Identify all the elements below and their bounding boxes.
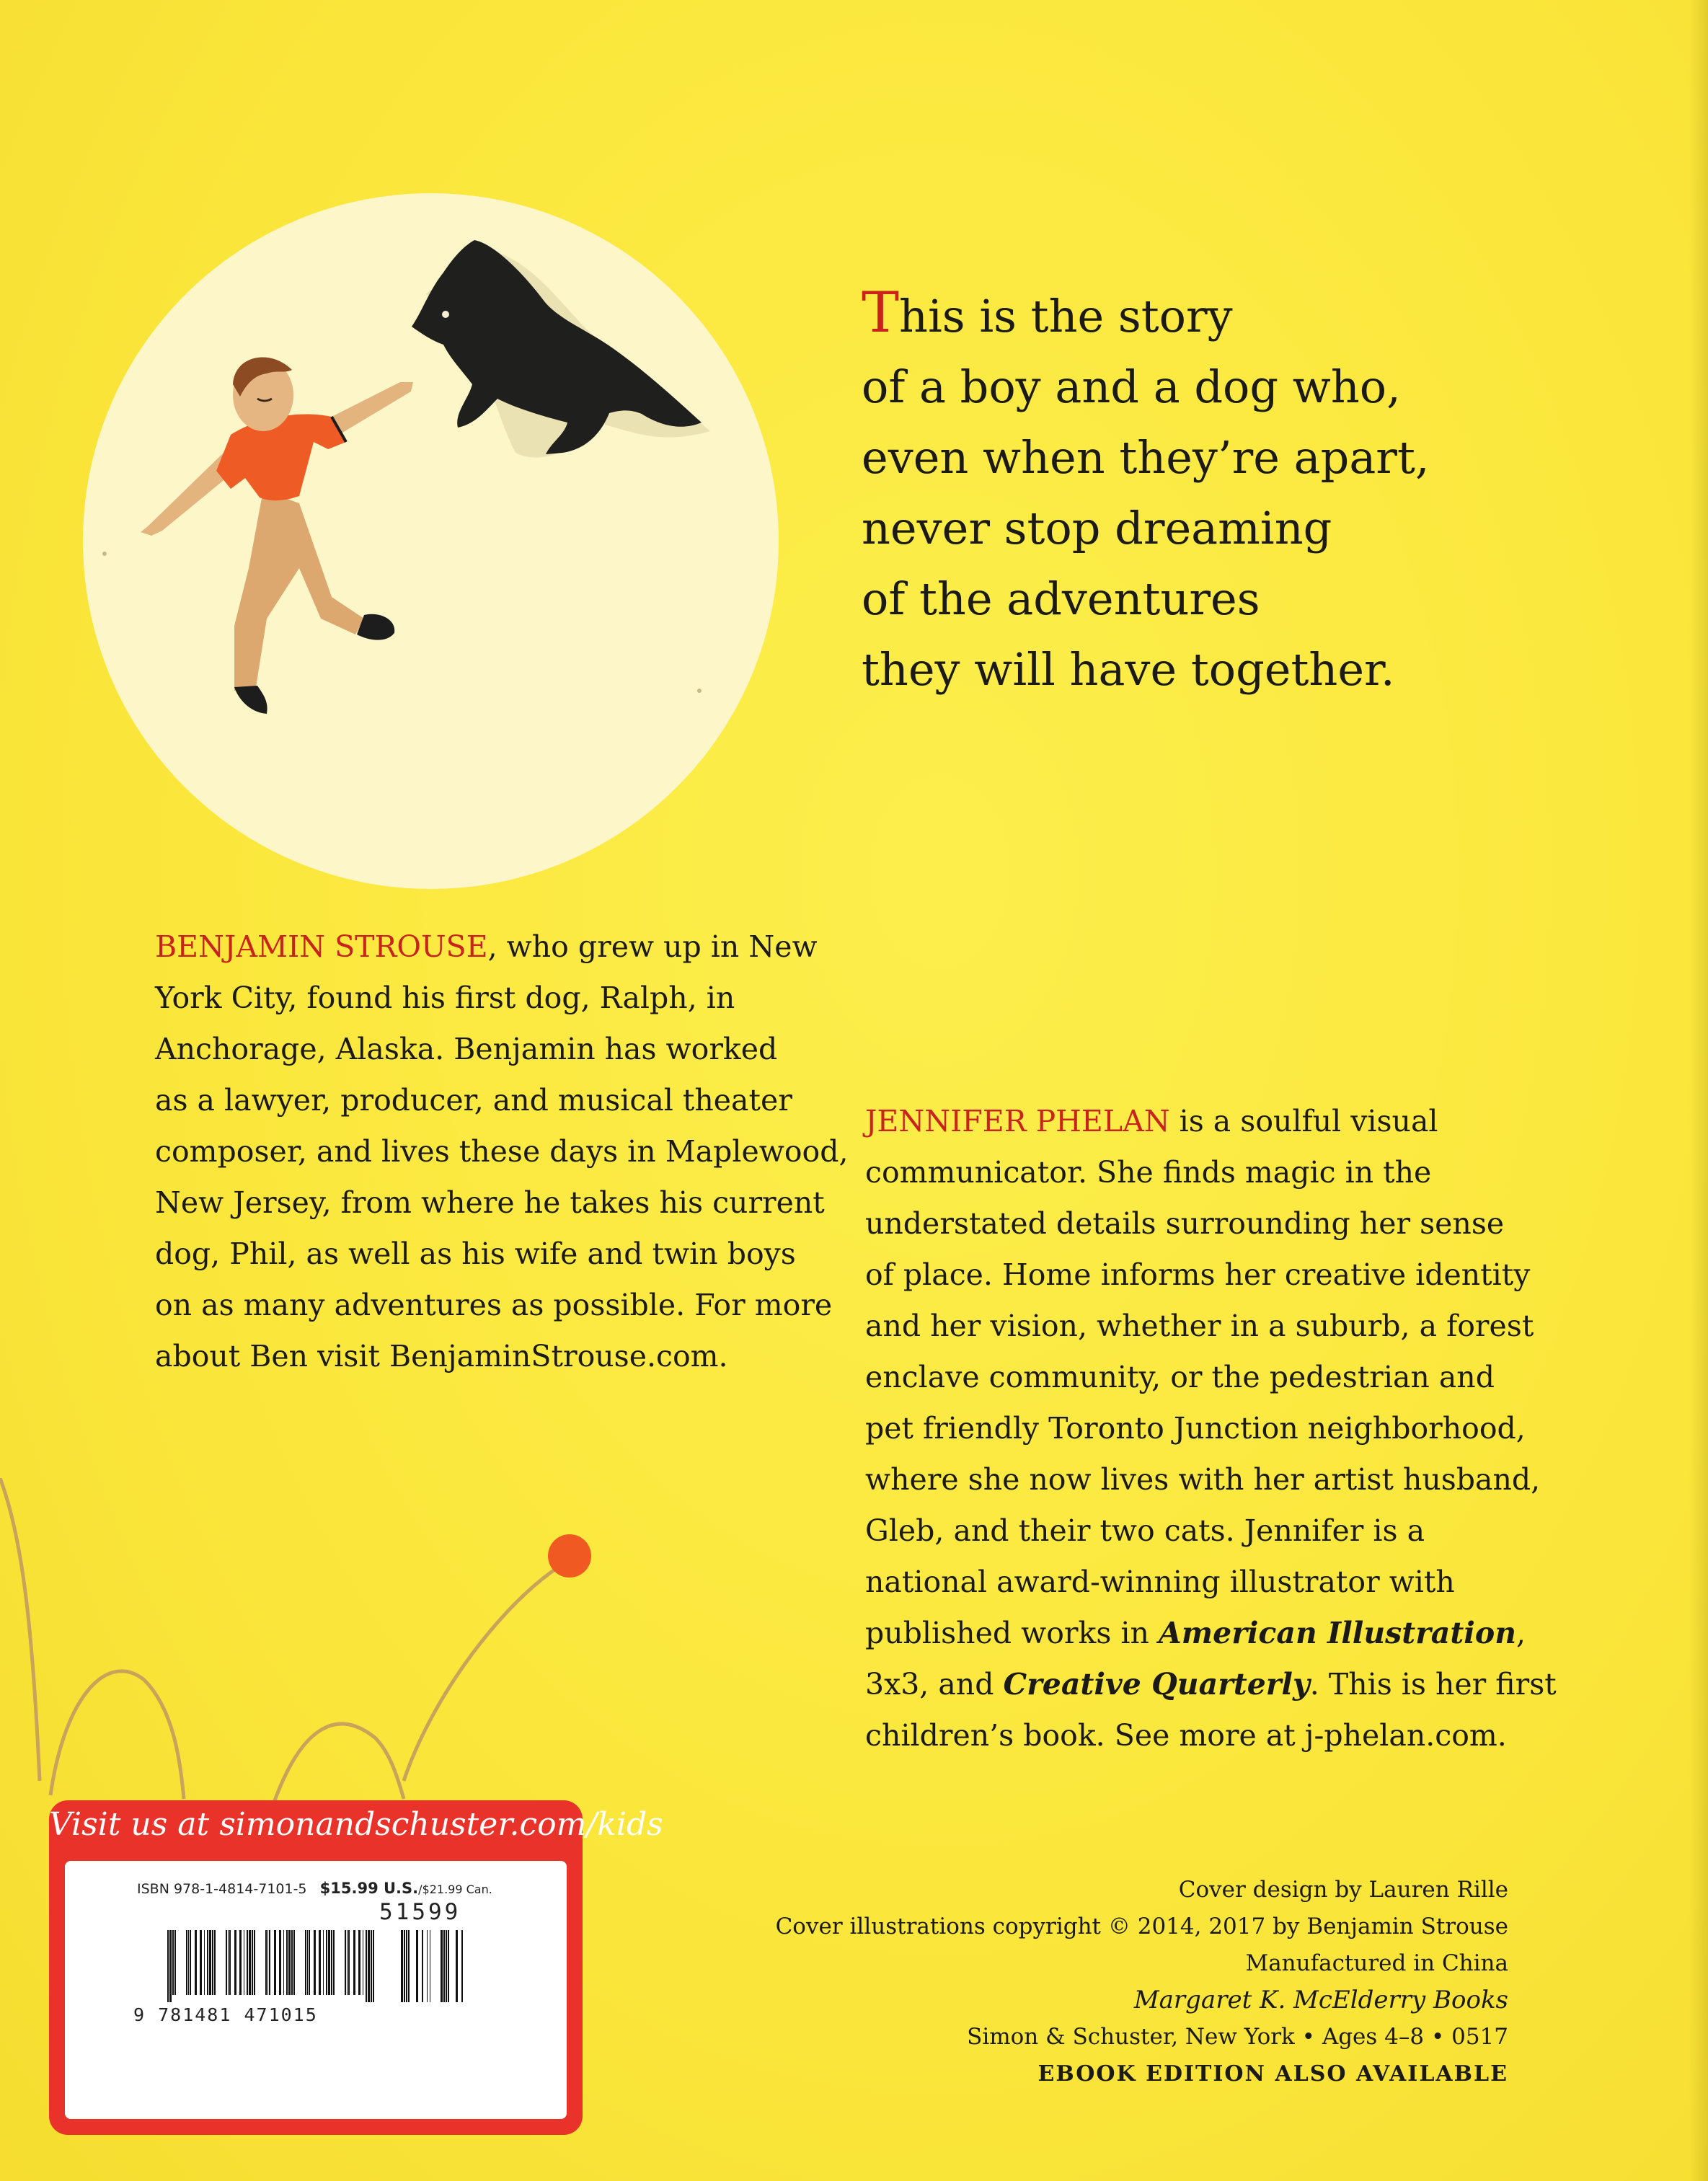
- bio-line: as a lawyer, producer, and musical theater: [155, 1083, 792, 1118]
- bio-line: national award-winning illustrator with: [865, 1565, 1455, 1599]
- bio-line: children’s book. See more at j-phelan.com.: [865, 1718, 1507, 1753]
- bio-line: and her vision, whether in a suburb, a forest: [865, 1309, 1534, 1343]
- tagline-line: even when they’re apart,: [862, 431, 1430, 484]
- bio-line: where she now lives with her artist husband,: [865, 1462, 1541, 1497]
- barcode-digits: 9 781481 471015: [133, 2004, 318, 2025]
- dog-eye-icon: [442, 311, 449, 318]
- bio-line: understated details surrounding her sense: [865, 1206, 1505, 1241]
- bio-line: dog, Phil, as well as his wife and twin boys: [155, 1237, 796, 1271]
- bio-line: composer, and lives these days in Maplewood,: [155, 1134, 849, 1169]
- credit-line: Cover design by Lauren Rille: [1178, 1877, 1508, 1903]
- boy-legs: [234, 490, 364, 691]
- bio-line: enclave community, or the pedestrian and: [865, 1360, 1495, 1394]
- tagline-line: This is the story: [862, 280, 1233, 345]
- illustrator-bio: [865, 1096, 1586, 1761]
- price-code: 51599: [379, 1899, 461, 1925]
- author-bio: [155, 921, 849, 1382]
- bio-line: of place. Home informs her creative identity: [865, 1257, 1531, 1292]
- ebook-notice: EBOOK EDITION ALSO AVAILABLE: [1037, 2061, 1508, 2087]
- boy-shirt: [216, 414, 346, 500]
- barcode-icon: [166, 1930, 483, 2002]
- credits-block: [776, 1872, 1508, 2092]
- isbn-line: [137, 1880, 492, 1897]
- publisher-url[interactable]: Visit us at simonandschuster.com/kids: [49, 1806, 663, 1843]
- price-can: /$21.99 Can.: [418, 1883, 492, 1896]
- bio-line: published works in American Illustration,: [865, 1616, 1526, 1650]
- author-name: BENJAMIN STROUSE: [155, 929, 488, 964]
- boy-and-dog-illustration: [83, 193, 779, 889]
- imprint-name: Margaret K. McElderry Books: [1133, 1986, 1508, 2014]
- publication-title: American Illustration: [1158, 1616, 1517, 1650]
- tagline-line: never stop dreaming: [862, 502, 1332, 554]
- drop-cap: T: [862, 280, 900, 345]
- shoe-icon: [234, 686, 267, 714]
- credit-line: Manufactured in China: [1245, 1950, 1508, 1976]
- bio-line: about Ben visit BenjaminStrouse.com.: [155, 1339, 728, 1373]
- bio-line: Gleb, and their two cats. Jennifer is a: [865, 1513, 1425, 1548]
- bio-line: BENJAMIN STROUSE, who grew up in New: [155, 929, 818, 964]
- bio-line: on as many adventures as possible. For more: [155, 1288, 833, 1322]
- publisher-line: Simon & Schuster, New York • Ages 4–8 • 0517: [967, 2024, 1508, 2050]
- bio-line: pet friendly Toronto Junction neighborhood,: [865, 1411, 1526, 1446]
- tagline-line: they will have together.: [862, 643, 1395, 696]
- price-us: $15.99 U.S.: [319, 1880, 419, 1897]
- boy-arm-right: [332, 382, 413, 435]
- credit-line: Cover illustrations copyright © 2014, 2017 by Benjamin Strouse: [775, 1914, 1508, 1939]
- bio-line: communicator. She finds magic in the: [865, 1155, 1432, 1190]
- orange-ball-icon: [548, 1534, 591, 1578]
- boy-arm-left: [141, 453, 231, 536]
- bio-line: New Jersey, from where he takes his current: [155, 1185, 825, 1220]
- illustrator-name: JENNIFER PHELAN: [865, 1104, 1170, 1138]
- cover-edge-shading: [1689, 0, 1708, 2181]
- tagline-line: of the adventures: [862, 572, 1260, 625]
- isbn-number: ISBN 978-1-4814-7101-5: [137, 1881, 307, 1897]
- publication-title: Creative Quarterly: [1003, 1667, 1310, 1702]
- bio-line: 3x3, and Creative Quarterly. This is her first: [865, 1667, 1557, 1702]
- bio-line: Anchorage, Alaska. Benjamin has worked: [155, 1032, 778, 1066]
- tagline: [862, 278, 1510, 705]
- bio-line: York City, found his first dog, Ralph, in: [155, 981, 735, 1015]
- tagline-line: of a boy and a dog who,: [862, 360, 1401, 413]
- bio-line: JENNIFER PHELAN is a soulful visual: [865, 1104, 1438, 1138]
- grass-sprigs-illustration: [0, 1478, 649, 1810]
